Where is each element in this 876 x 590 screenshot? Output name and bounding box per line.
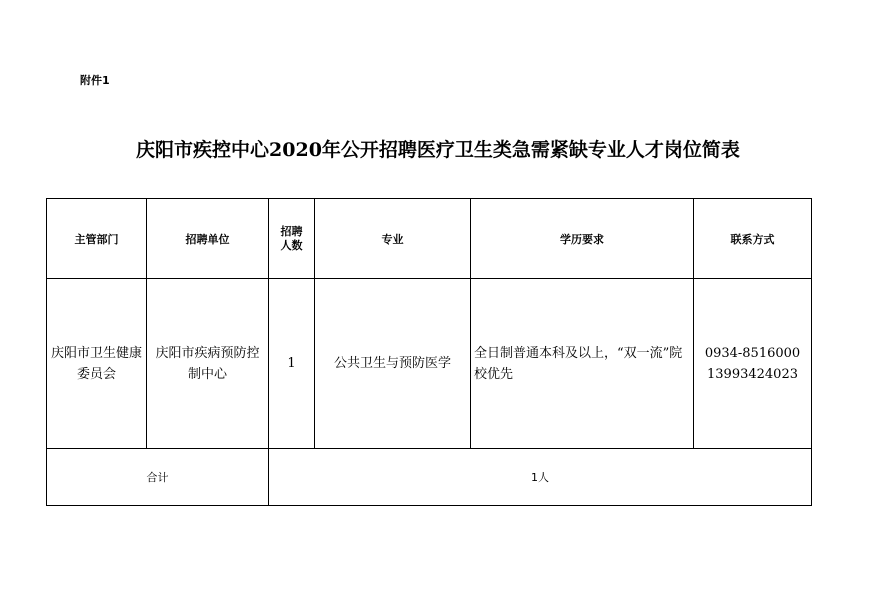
unit-text: 庆阳市疾病预防控制中心 bbox=[155, 345, 260, 382]
cell-unit bbox=[147, 279, 269, 449]
attachment-label: 附件1 bbox=[80, 74, 110, 87]
header-major: 专业 bbox=[315, 199, 471, 279]
table-header-row bbox=[47, 199, 812, 279]
cell-count: 1 bbox=[269, 279, 315, 449]
contact-phone-1: 0934-8516000 bbox=[704, 345, 801, 361]
header-unit: 招聘单位 bbox=[147, 199, 269, 279]
page-title: 庆阳市疾控中心2020年公开招聘医疗卫生类急需紧缺专业人才岗位简表 bbox=[136, 139, 740, 161]
header-count-line1: 招聘 bbox=[280, 224, 303, 238]
cell-contact bbox=[694, 279, 812, 449]
cell-department bbox=[47, 279, 147, 449]
header-count-line2: 人数 bbox=[280, 238, 303, 252]
header-contact: 联系方式 bbox=[694, 199, 812, 279]
header-count bbox=[269, 199, 315, 279]
total-value: 1人 bbox=[269, 449, 812, 506]
header-department: 主管部门 bbox=[47, 199, 147, 279]
table-row bbox=[47, 279, 812, 449]
department-text: 庆阳市卫生健康委员会 bbox=[51, 345, 143, 382]
cell-education: 全日制普通本科及以上，“双一流”院校优先 bbox=[471, 279, 694, 449]
header-education: 学历要求 bbox=[471, 199, 694, 279]
positions-table bbox=[46, 198, 812, 506]
cell-major: 公共卫生与预防医学 bbox=[315, 279, 471, 449]
total-label: 合计 bbox=[47, 449, 269, 506]
table-total-row bbox=[47, 449, 812, 506]
contact-phone-2: 13993424023 bbox=[707, 366, 798, 382]
